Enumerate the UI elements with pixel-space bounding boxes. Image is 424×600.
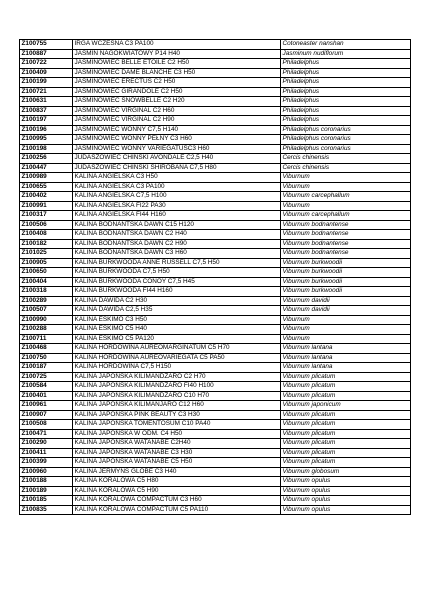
latin-name-cell: Viburnum burkwoodii [281,268,411,278]
product-name-cell: KALINA JAPOŃSKA KILIMANDŻARO C10 H70 [73,391,281,401]
latin-name-cell: Viburnum [281,201,411,211]
table-row [20,296,411,306]
table-row [20,87,411,97]
latin-name-cell: Viburnum carcephallum [281,192,411,202]
product-code-cell: Z100198 [20,144,73,154]
product-name-cell: JAŚMINOWIEC GIRANDOLE C2 H50 [73,87,281,97]
latin-name-cell: Viburnum bodnantense [281,239,411,249]
latin-name-cell: Philadelphus [281,78,411,88]
latin-name-cell: Viburnum plicatum [281,448,411,458]
plant-table-body [20,40,411,515]
product-name-cell: KALINA BODNANTSKA DAWN C2 H90 [73,239,281,249]
table-row [20,220,411,230]
product-name-cell: KALINA BODNANTSKA DAWN C15 H120 [73,220,281,230]
product-name-cell: KALINA JAPOŃSKA W ODM. C4 H50 [73,429,281,439]
product-name-cell: KALINA ESKIMO C5 H40 [73,325,281,335]
product-code-cell: Z100711 [20,334,73,344]
table-row [20,154,411,164]
latin-name-cell: Viburnum plicatum [281,391,411,401]
table-row [20,125,411,135]
table-row [20,363,411,373]
product-name-cell: KALINA JAPOŃSKA WATANABE C5 H50 [73,458,281,468]
product-code-cell: Z100991 [20,201,73,211]
table-row [20,410,411,420]
product-name-cell: KALINA BURKWOODA ANNE RUSSELL C7,5 H50 [73,258,281,268]
product-name-cell: JAŚMINOWIEC DAME BLANCHE C3 H50 [73,68,281,78]
table-row [20,477,411,487]
table-row [20,344,411,354]
table-row [20,97,411,107]
product-name-cell: KALINA ESKIMO C3 H50 [73,315,281,325]
latin-name-cell: Viburnum davidii [281,306,411,316]
product-name-cell: JAŚMINOWIEC VIRGINAL C2 H90 [73,116,281,126]
latin-name-cell: Philadelphus [281,87,411,97]
product-code-cell: Z100317 [20,211,73,221]
product-code-cell: Z100631 [20,97,73,107]
product-name-cell: KALINA BODNANTSKA DAWN C2 H40 [73,230,281,240]
table-row [20,382,411,392]
product-name-cell: KALINA DAWIDA C2,5 H35 [73,306,281,316]
latin-name-cell: Viburnum plicatum [281,429,411,439]
table-row [20,287,411,297]
latin-name-cell: Philadelphus coronarius [281,125,411,135]
product-code-cell: Z100411 [20,448,73,458]
product-code-cell: Z100506 [20,220,73,230]
product-code-cell: Z100907 [20,410,73,420]
product-name-cell: KALINA HORDOWINA C7,5 H150 [73,363,281,373]
table-row [20,249,411,259]
latin-name-cell: Viburnum plicatum [281,410,411,420]
product-code-cell: Z100318 [20,287,73,297]
latin-name-cell: Viburnum opulus [281,496,411,506]
product-code-cell: Z100402 [20,192,73,202]
product-code-cell: Z100655 [20,182,73,192]
product-code-cell: Z100288 [20,325,73,335]
latin-name-cell: Cotoneaster nanshan [281,40,411,50]
product-code-cell: Z100961 [20,401,73,411]
product-name-cell: KALINA JAPOŃSKA WATANABE C2H40 [73,439,281,449]
table-row [20,49,411,59]
product-name-cell: JAŚMINOWIEC ERECTUS C2 H50 [73,78,281,88]
product-name-cell: JAŚMINOWIEC WONNY C7,5 H140 [73,125,281,135]
table-row [20,372,411,382]
product-name-cell: JUDASZOWIEC CHIŃSKI AVONDALE C2,5 H40 [73,154,281,164]
product-name-cell: KALINA KORALOWA COMPACTUM C3 H60 [73,496,281,506]
table-row [20,306,411,316]
product-name-cell: KALINA JAPOŃSKA PINK BEAUTY C3 H30 [73,410,281,420]
table-row [20,353,411,363]
product-code-cell: Z100399 [20,458,73,468]
latin-name-cell: Viburnum [281,325,411,335]
latin-name-cell: Viburnum bodnantense [281,220,411,230]
product-code-cell: Z100199 [20,78,73,88]
product-name-cell: KALINA HORDOWINA AUREOVARIEGATA C5 PA50 [73,353,281,363]
table-row [20,201,411,211]
product-name-cell: JAŚMIN NAGOKWIATOWY P14 H40 [73,49,281,59]
table-row [20,439,411,449]
table-row [20,59,411,69]
latin-name-cell: Philadelphus [281,97,411,107]
product-name-cell: JAŚMINOWIEC SNOWBELLE C2 H20 [73,97,281,107]
product-name-cell: KALINA DAWIDA C2 H30 [73,296,281,306]
latin-name-cell: Viburnum plicatum [281,382,411,392]
latin-name-cell: Viburnum globosum [281,467,411,477]
latin-name-cell: Viburnum plicatum [281,458,411,468]
product-name-cell: KALINA JERMYNS GLOBE C3 H40 [73,467,281,477]
product-name-cell: KALINA ANGIELSKA FI22 PA30 [73,201,281,211]
latin-name-cell: Philadelphus [281,68,411,78]
product-code-cell: Z100197 [20,116,73,126]
product-code-cell: Z100750 [20,353,73,363]
latin-name-cell: Viburnum burkwoodii [281,258,411,268]
product-code-cell: Z100905 [20,258,73,268]
product-name-cell: KALINA ANGIELSKA FI44 H160 [73,211,281,221]
table-row [20,173,411,183]
product-code-cell: Z100409 [20,68,73,78]
product-code-cell: Z100471 [20,429,73,439]
latin-name-cell: Philadelphus [281,116,411,126]
table-row [20,458,411,468]
product-name-cell: JAŚMINOWIEC WONNY VARIEGATUSC3 H60 [73,144,281,154]
product-code-cell: Z100989 [20,173,73,183]
product-name-cell: JAŚMINOWIEC BELLE ETOILE C2 H50 [73,59,281,69]
product-name-cell: KALINA HORDOWINA AUREOMARGINATUM C5 H70 [73,344,281,354]
product-code-cell: Z100188 [20,477,73,487]
product-name-cell: JAŚMINOWIEC VIRGINAL C2 H60 [73,106,281,116]
product-code-cell: Z100185 [20,496,73,506]
table-row [20,116,411,126]
product-code-cell: Z100960 [20,467,73,477]
latin-name-cell: Viburnum bodnantense [281,230,411,240]
product-code-cell: Z100722 [20,59,73,69]
product-code-cell: Z100196 [20,125,73,135]
product-name-cell: KALINA ESKIMO C5 PA120 [73,334,281,344]
latin-name-cell: Viburnum burkwoodii [281,277,411,287]
product-name-cell: IRGA WCZESNA C3 PA100 [73,40,281,50]
table-row [20,78,411,88]
product-code-cell: Z100755 [20,40,73,50]
product-code-cell: Z100187 [20,363,73,373]
latin-name-cell: Philadelphus coronarius [281,144,411,154]
table-row [20,420,411,430]
product-code-cell: Z100650 [20,268,73,278]
table-row [20,106,411,116]
product-name-cell: KALINA JAPOŃSKA WATANABE C3 H30 [73,448,281,458]
product-name-cell: KALINA KORALOWA C5 H90 [73,486,281,496]
table-row [20,163,411,173]
table-row [20,258,411,268]
product-name-cell: KALINA BURKWOODA CONOY C7,5 H45 [73,277,281,287]
table-row [20,211,411,221]
latin-name-cell: Viburnum lantana [281,344,411,354]
product-name-cell: KALINA JAPOŃSKA KILIMANDŻARO C2 H70 [73,372,281,382]
product-code-cell: Z100887 [20,49,73,59]
product-code-cell: Z100447 [20,163,73,173]
latin-name-cell: Viburnum japonicum [281,401,411,411]
table-row [20,391,411,401]
product-code-cell: Z100289 [20,296,73,306]
product-code-cell: Z100507 [20,306,73,316]
latin-name-cell: Viburnum [281,315,411,325]
table-row [20,505,411,515]
latin-name-cell: Viburnum lantana [281,353,411,363]
table-row [20,135,411,145]
latin-name-cell: Viburnum lantana [281,363,411,373]
table-row [20,325,411,335]
table-row [20,268,411,278]
table-row [20,496,411,506]
product-code-cell: Z100995 [20,135,73,145]
product-name-cell: KALINA ANGIELSKA C3 PA100 [73,182,281,192]
latin-name-cell: Philadelphus [281,59,411,69]
table-row [20,68,411,78]
product-code-cell: Z100990 [20,315,73,325]
product-code-cell: Z100404 [20,277,73,287]
latin-name-cell: Viburnum [281,182,411,192]
product-name-cell: KALINA BURKWOODA FI44 H160 [73,287,281,297]
product-code-cell: Z100835 [20,505,73,515]
latin-name-cell: Viburnum plicatum [281,439,411,449]
latin-name-cell: Viburnum plicatum [281,372,411,382]
product-code-cell: Z100725 [20,372,73,382]
latin-name-cell: Viburnum plicatum [281,420,411,430]
table-row [20,486,411,496]
product-name-cell: KALINA KORALOWA COMPACTUM C5 PA110 [73,505,281,515]
table-row [20,182,411,192]
latin-name-cell: Jasminum nudiflorum [281,49,411,59]
product-name-cell: KALINA JAPOŃSKA KILIMANJARO C12 H60 [73,401,281,411]
table-row [20,40,411,50]
table-row [20,334,411,344]
product-code-cell: Z100401 [20,391,73,401]
table-row [20,277,411,287]
product-name-cell: KALINA ANGIELSKA C7,5 H100 [73,192,281,202]
product-name-cell: KALINA JAPOŃSKA KILIMANDŻARO FI40 H100 [73,382,281,392]
product-code-cell: Z100468 [20,344,73,354]
latin-name-cell: Viburnum [281,173,411,183]
product-name-cell: JAŚMINOWIEC WONNY PEŁNY C3 H60 [73,135,281,145]
latin-name-cell: Viburnum opulus [281,477,411,487]
product-name-cell: KALINA JAPOŃSKA TOMENTOSUM C10 PA40 [73,420,281,430]
product-name-cell: KALINA ANGIELSKA C3 H50 [73,173,281,183]
product-code-cell: Z100508 [20,420,73,430]
product-code-cell: Z100189 [20,486,73,496]
table-row [20,448,411,458]
product-code-cell: Z100584 [20,382,73,392]
plant-price-table [19,39,411,515]
table-row [20,239,411,249]
table-row [20,467,411,477]
latin-name-cell: Cercis chinensis [281,154,411,164]
latin-name-cell: Philadelphus [281,106,411,116]
latin-name-cell: Viburnum carcephallum [281,211,411,221]
latin-name-cell: Viburnum burkwoodii [281,287,411,297]
product-name-cell: KALINA BURKWOODA C7,5 H50 [73,268,281,278]
product-code-cell: Z100182 [20,239,73,249]
table-row [20,429,411,439]
product-code-cell: Z101025 [20,249,73,259]
latin-name-cell: Philadelphus coronarius [281,135,411,145]
product-code-cell: Z100721 [20,87,73,97]
latin-name-cell: Viburnum opulus [281,505,411,515]
latin-name-cell: Cercis chinensis [281,163,411,173]
product-code-cell: Z100837 [20,106,73,116]
latin-name-cell: Viburnum bodnantense [281,249,411,259]
product-code-cell: Z100256 [20,154,73,164]
table-row [20,144,411,154]
product-code-cell: Z100290 [20,439,73,449]
product-name-cell: KALINA KORALOWA C5 H80 [73,477,281,487]
product-code-cell: Z100408 [20,230,73,240]
table-row [20,230,411,240]
product-name-cell: KALINA BODNANTSKA DAWN C3 H60 [73,249,281,259]
table-row [20,315,411,325]
latin-name-cell: Viburnum [281,334,411,344]
latin-name-cell: Viburnum opulus [281,486,411,496]
table-row [20,401,411,411]
product-name-cell: JUDASZOWIEC CHIŃSKI SHIROBANA C7,5 H80 [73,163,281,173]
latin-name-cell: Viburnum davidii [281,296,411,306]
table-row [20,192,411,202]
